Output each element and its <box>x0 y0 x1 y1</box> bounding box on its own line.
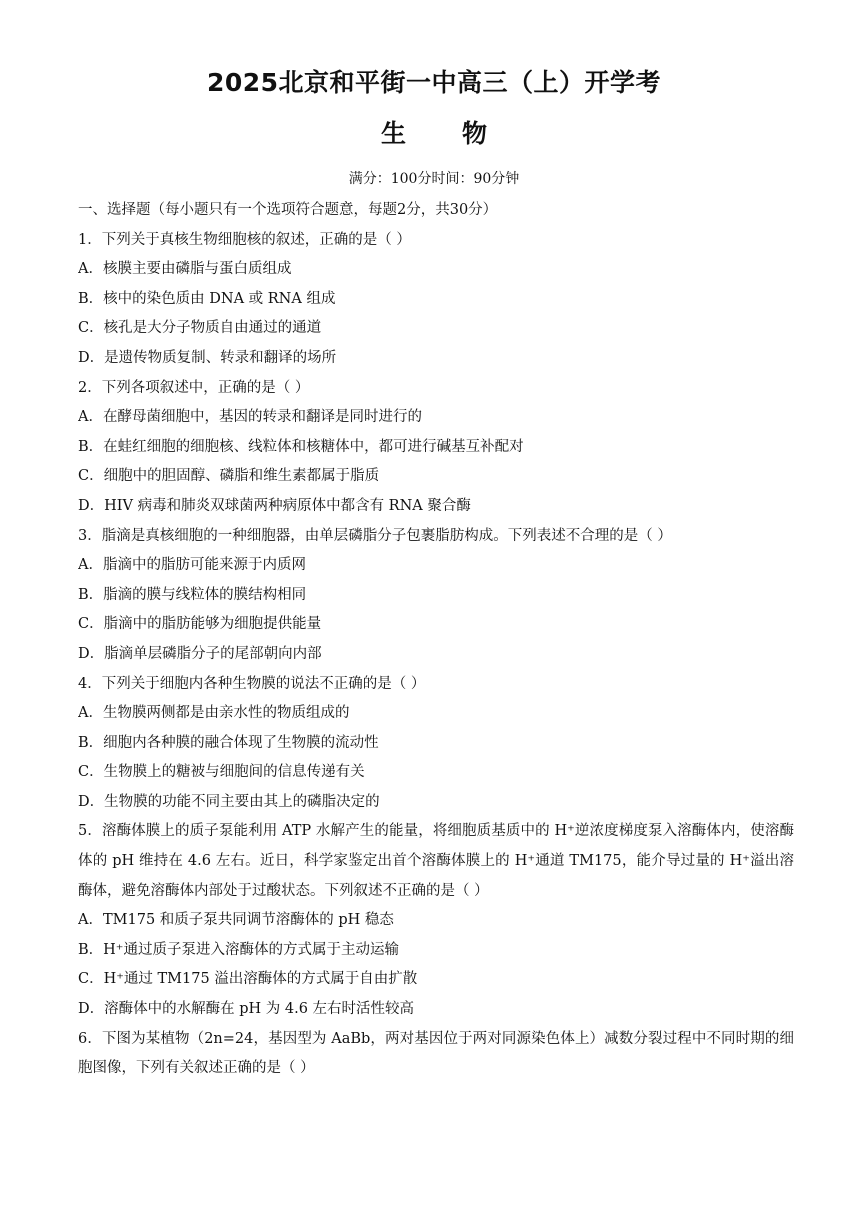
option-b: B．H⁺通过质子泵进入溶酶体的方式属于主动运输 <box>78 941 399 958</box>
question-4 <box>78 670 794 818</box>
option-d: D．是遗传物质复制、转录和翻译的场所 <box>78 349 337 366</box>
exam-body <box>78 196 794 1084</box>
question-5 <box>78 817 794 1024</box>
option-c: C．细胞中的胆固醇、磷脂和维生素都属于脂质 <box>78 468 380 485</box>
option-b: B．在蛙红细胞的细胞核、线粒体和核糖体中，都可进行碱基互补配对 <box>78 438 524 455</box>
option-a: A．TM175 和质子泵共同调节溶酶体的 pH 稳态 <box>78 912 394 929</box>
option-a: A．脂滴中的脂肪可能来源于内质网 <box>78 557 306 574</box>
question-stem: 3．脂滴是真核细胞的一种细胞器，由单层磷脂分子包裹脂肪构成。下列表述不合理的是（ ） <box>78 527 672 544</box>
question-stem: 2．下列各项叙述中，正确的是（ ） <box>78 379 310 396</box>
option-a: A．在酵母菌细胞中，基因的转录和翻译是同时进行的 <box>78 409 422 426</box>
question-6 <box>78 1025 794 1084</box>
section-heading: 一、选择题（每小题只有一个选项符合题意，每题2分，共30分） <box>78 202 498 218</box>
option-a: A．核膜主要由磷脂与蛋白质组成 <box>78 261 292 278</box>
question-stem: 1．下列关于真核生物细胞核的叙述，正确的是（ ） <box>78 231 411 248</box>
option-a: A．生物膜两侧都是由亲水性的物质组成的 <box>78 705 350 722</box>
question-stem: 4．下列关于细胞内各种生物膜的说法不正确的是（ ） <box>78 675 426 692</box>
option-c: C．核孔是大分子物质自由通过的通道 <box>78 320 322 337</box>
option-c: C．脂滴中的脂肪能够为细胞提供能量 <box>78 616 322 633</box>
option-c: C．H⁺通过 TM175 溢出溶酶体的方式属于自由扩散 <box>78 971 418 988</box>
option-c: C．生物膜上的糖被与细胞间的信息传递有关 <box>78 764 365 781</box>
option-d: D．脂滴单层磷脂分子的尾部朝向内部 <box>78 645 322 662</box>
question-2 <box>78 374 794 522</box>
question-stem: 6．下图为某植物（2n=24，基因型为 AaBb，两对基因位于两对同源染色体上）减数分裂过程中不同时期的细胞图像，下列有关叙述正确的是（ ） <box>78 1030 794 1077</box>
question-stem: 5．溶酶体膜上的质子泵能利用 ATP 水解产生的能量，将细胞质基质中的 H⁺逆浓度梯度泵入溶酶体内，使溶酶体的 pH 维持在 4.6 左右。近日，科学家鉴定出首个溶酶体膜上的 H⁺通道 TM175，能介导过量的 H⁺溢出溶酶体，避免溶酶体内部处于过酸状态。下列叙述不正确的是（ ） <box>78 823 794 899</box>
option-b: B．核中的染色质由 DNA 或 RNA 组成 <box>78 290 336 307</box>
exam-meta: 满分：100分时间：90分钟 <box>348 171 520 187</box>
option-b: B．脂滴的膜与线粒体的膜结构相同 <box>78 586 307 603</box>
option-d: D．生物膜的功能不同主要由其上的磷脂决定的 <box>78 793 380 810</box>
option-d: D．HIV 病毒和肺炎双球菌两种病原体中都含有 RNA 聚合酶 <box>78 497 471 514</box>
question-1 <box>78 226 794 374</box>
option-d: D．溶酶体中的水解酶在 pH 为 4.6 左右时活性较高 <box>78 1001 415 1018</box>
option-b: B．细胞内各种膜的融合体现了生物膜的流动性 <box>78 734 379 751</box>
exam-title: 2025北京和平街一中高三（上）开学考 <box>206 68 662 97</box>
exam-subject: 生物 <box>380 119 543 148</box>
question-3 <box>78 522 794 670</box>
